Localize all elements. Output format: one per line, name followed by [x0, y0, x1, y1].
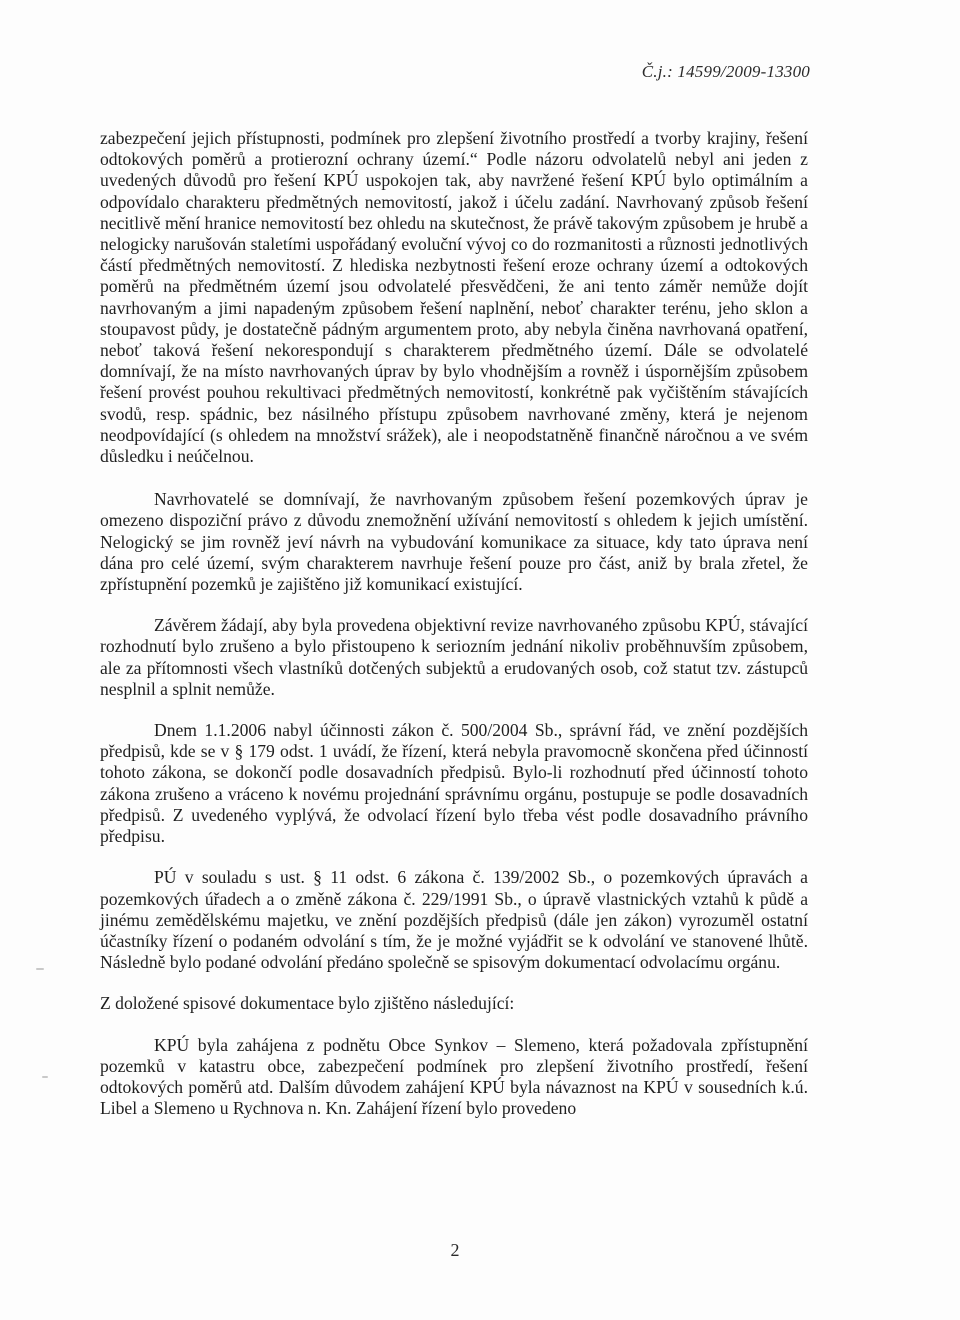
paragraph-dnem: Dnem 1.1.2006 nabyl účinnosti zákon č. 500/2004 Sb., správní řád, ve znění pozdějších předpisů, kde se v § 179 odst. 1 uvádí, že řízení, která nebyla pravomocně skončena před účinností tohoto zákona, se dokončí podle dosavadních předpisů. Bylo-li rozhodnutí před účinností tohoto zákona zrušeno a vráceno k novému projednání správnímu orgánu, postupuje se podle dosavadních předpisů. Z uvedeného vyplývá, že odvolací řízení bylo třeba vést podle dosavadního právního předpisu.	[100, 720, 808, 847]
paragraph-z-dolozene: Z doložené spisové dokumentace bylo zjištěno následující:	[100, 993, 515, 1014]
page-number: 2	[450, 1240, 460, 1260]
paragraph-continued: zabezpečení jejich přístupnosti, podmínek pro zlepšení životního prostředí a tvorby krajiny, řešení odtokových poměrů a protierozní ochrany území.“ Podle názoru odvolatelů nebyl ani jeden z uvedených důvodů pro řešení KPÚ uspokojen tak, aby navržené řešení KPÚ bylo optimálním a odpovídalo charakteru předmětných nemovitostí, jakož i účelu zadání. Navrhovaný způsob řešení necitlivě mění hranice nemovitostí bez ohledu na skutečnost, že právě takovým způsobem je hrubě a nelogicky narušován staletími uspořádaný evoluční vývoj co do rozmanitosti a různosti jednotlivých částí předmětných nemovitostí. Z hlediska nezbytnosti řešení eroze ochrany území a odtokových poměrů na předmětném území jsou odvolatelé přesvědčeni, že ani tento záměr nemůže dojít navrhovaným a jimi napadeným způsobem řešení naplnění, neboť charakter terénu, jeho sklon a stoupavost půdy, je dostatečně pádným argumentem proto, aby nebyla činěna navrhovaná opatření, neboť taková řešení nekorespondují s charakterem předmětného území. Dále se odvolatelé domnívají, že na místo navrhovaných úprav by bylo vhodnějším a rovněž i úspornějším způsobem řešení provést pouhou rekultivaci předmětných nemovitostí, konkrétně pak vyčištěním stávajících svodů, resp. spádnic, bez násilného přístupu způsobem navrhované změny, která je nejenom neodpovídající (s ohledem na množství srážek), ale i neopodstatněně finančně náročnou a ve svém důsledku i neúčelnou.	[100, 128, 808, 467]
reference-number: Č.j.: 14599/2009-13300	[641, 62, 810, 81]
document-body	[100, 128, 808, 1119]
paragraph-zaverem: Závěrem žádají, aby byla provedena objektivní revize navrhovaného způsobu KPÚ, stávající rozhodnutí bylo zrušeno a bylo přistoupeno k seriozním jednání nikoliv proběhnuvším způsobem, ale za přítomnosti všech vlastníků dotčených subjektů a erudovaných osob, což statut tzv. zástupců nesplnil a splnit nemůže.	[100, 615, 808, 699]
scan-speck	[42, 1076, 48, 1078]
paragraph-navrhovatele: Navrhovatelé se domnívají, že navrhovaným způsobem řešení pozemkových úprav je omezeno dispoziční právo z důvodu znemožnění užívání nemovitostí s ohledem k jejich umístění. Nelogický se jim rovněž jeví návrh na vybudování komunikace za situace, kdy tato úprava není dána pro celé území, svým charakterem navrhuje řešení pouze pro část, aniž by brala zřetel, že zpřístupnění pozemků je zajištěno již komunikací existující.	[100, 489, 808, 595]
scan-speck	[36, 968, 44, 970]
paragraph-pu-v-souladu: PÚ v souladu s ust. § 11 odst. 6 zákona č. 139/2002 Sb., o pozemkových úpravách a pozemkových úřadech a o změně zákona č. 229/1991 Sb., o úpravě vlastnických vztahů k půdě a jinému zemědělskému majetku, ve znění pozdějších předpisů (dále jen zákon) vyrozuměl ostatní účastníky řízení o podaném odvolání s tím, že je možné vyjádřit se k odvolání ve stanovené lhůtě. Následně bylo podané odvolání předáno společně se spisovým dokumentací odvolacímu orgánu.	[100, 867, 808, 973]
paragraph-kpu-zahajena: KPÚ byla zahájena z podnětu Obce Synkov – Slemeno, která požadovala zpřístupnění pozemků v katastru obce, zabezpečení podmínek pro zlepšení životního prostředí, řešení odtokových poměrů atd. Dalším důvodem zahájení KPÚ byla návaznost na KPÚ v sousedních k.ú. Libel a Slemeno u Rychnova n. Kn. Zahájení řízení bylo provedeno	[100, 1034, 808, 1119]
